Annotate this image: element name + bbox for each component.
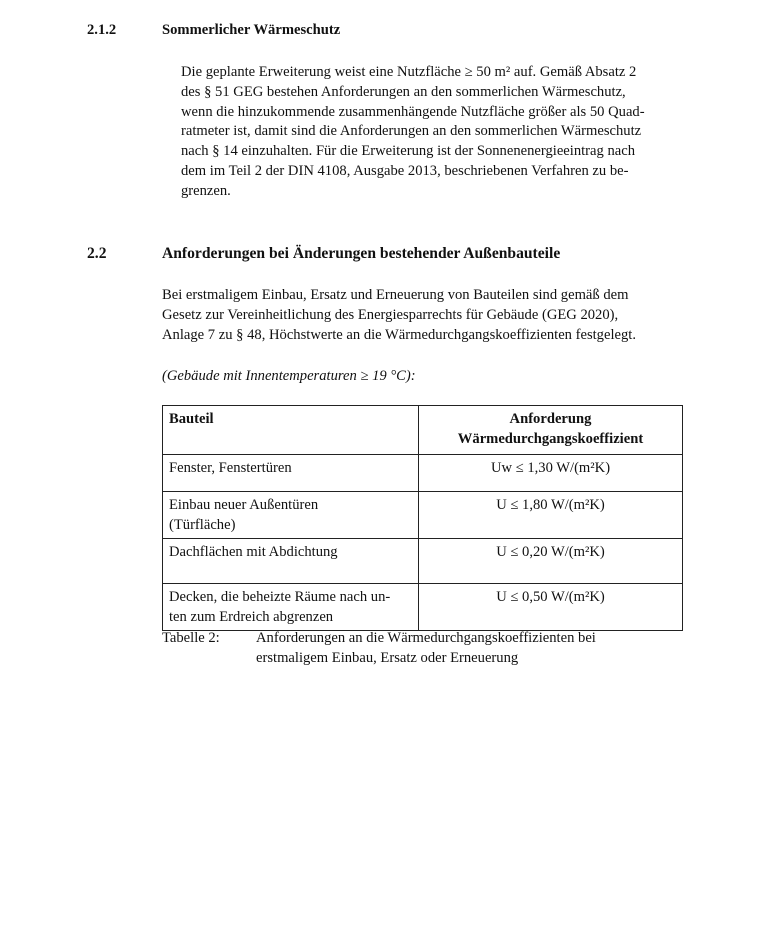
paragraph-line: ratmeter ist, damit sind die Anforderungen an den sommerlichen Wärmeschutz	[181, 123, 642, 140]
table-caption-line2: erstmaligem Einbau, Ersatz oder Erneuerung	[256, 650, 519, 666]
section-title-sommerlicher-waermeschutz: Sommerlicher Wärmeschutz	[162, 22, 341, 38]
cell-bauteil-line1: Einbau neuer Außentüren	[169, 497, 319, 513]
temperature-note: (Gebäude mit Innentemperaturen ≥ 19 °C):	[162, 368, 416, 384]
header-anforderung	[419, 406, 683, 455]
table-caption-line1: Anforderungen an die Wärmedurchgangskoeffizienten bei	[256, 630, 596, 646]
cell-bauteil: Dachflächen mit Abdichtung	[163, 539, 419, 584]
requirements-table	[162, 405, 683, 631]
section-title-anforderungen-aenderungen: Anforderungen bei Änderungen bestehender Außenbauteile	[162, 245, 561, 262]
paragraph-line: dem im Teil 2 der DIN 4108, Ausgabe 2013, beschriebenen Verfahren zu be-	[181, 162, 629, 179]
cell-bauteil	[163, 584, 419, 631]
table-caption-label: Tabelle 2:	[162, 630, 220, 646]
cell-anforderung: U ≤ 0,50 W/(m²K)	[419, 584, 683, 631]
paragraph-line: wenn die hinzukommende zusammenhängende Nutzfläche größer als 50 Quad-	[181, 103, 645, 120]
cell-bauteil	[163, 492, 419, 539]
cell-bauteil: Fenster, Fenstertüren	[163, 455, 419, 492]
table-header-row	[163, 406, 683, 455]
table-row	[163, 492, 683, 539]
cell-bauteil-line2: ten zum Erdreich abgrenzen	[169, 609, 334, 625]
section-number-2-2: 2.2	[87, 245, 107, 262]
cell-anforderung: U ≤ 1,80 W/(m²K)	[419, 492, 683, 539]
paragraph-line: Gesetz zur Vereinheitlichung des Energiesparrechts für Gebäude (GEG 2020),	[162, 306, 619, 323]
paragraph-line: Die geplante Erweiterung weist eine Nutzfläche ≥ 50 m² auf. Gemäß Absatz 2	[181, 64, 637, 80]
table-row	[163, 584, 683, 631]
paragraph-sommerlicher-waermeschutz	[181, 63, 681, 202]
table-row	[163, 539, 683, 584]
header-anforderung-line2: Wärmedurchgangskoeffizient	[457, 431, 644, 447]
header-bauteil: Bauteil	[163, 406, 419, 455]
paragraph-line: grenzen.	[181, 182, 231, 199]
paragraph-line: Anlage 7 zu § 48, Höchstwerte an die Wärmedurchgangskoeffizienten festgelegt.	[162, 326, 636, 343]
cell-bauteil-line2: (Türfläche)	[169, 517, 236, 533]
table-row	[163, 455, 683, 492]
table-caption-text	[256, 628, 596, 668]
cell-anforderung: Uw ≤ 1,30 W/(m²K)	[419, 455, 683, 492]
paragraph-line: Bei erstmaligem Einbau, Ersatz und Erneuerung von Bauteilen sind gemäß dem	[162, 287, 629, 303]
header-anforderung-line1: Anforderung	[509, 411, 592, 427]
paragraph-line: nach § 14 einzuhalten. Für die Erweiterung ist der Sonnenenergieeintrag nach	[181, 143, 636, 160]
cell-anforderung: U ≤ 0,20 W/(m²K)	[419, 539, 683, 584]
cell-bauteil-line1: Decken, die beheizte Räume nach un-	[169, 589, 391, 605]
paragraph-anforderungen	[162, 286, 682, 345]
section-number-2-1-2: 2.1.2	[87, 22, 117, 38]
paragraph-line: des § 51 GEG bestehen Anforderungen an den sommerlichen Wärmeschutz,	[181, 83, 626, 100]
